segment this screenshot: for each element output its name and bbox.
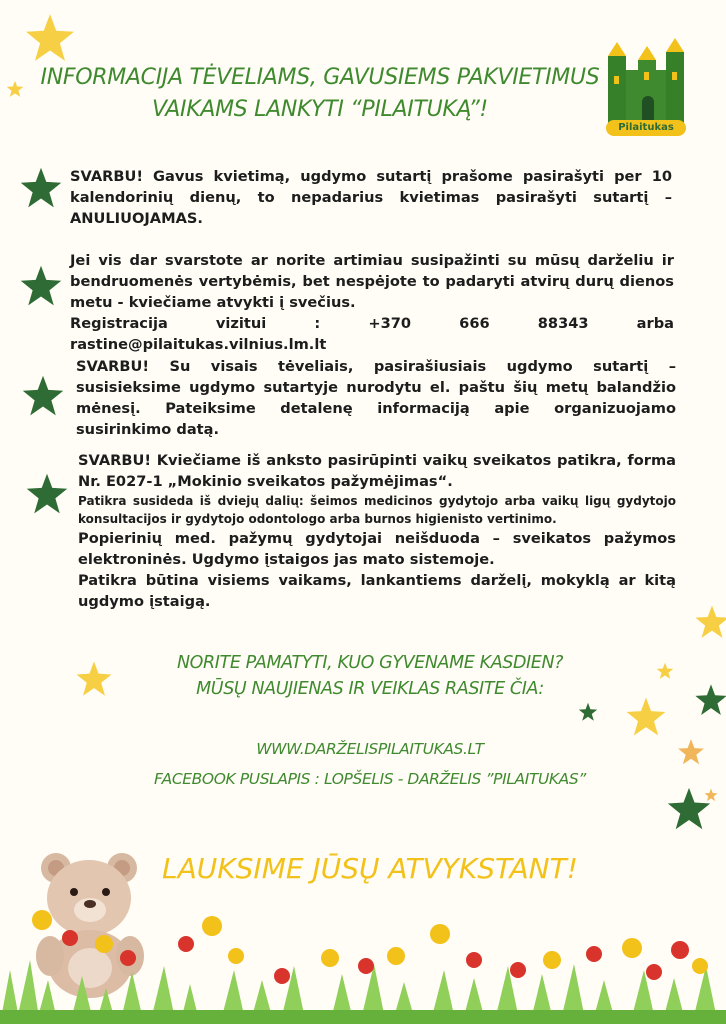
section-small-text: Patikra susideda iš dviejų dalių: šeimos medicinos gydytojo arba vaikų ligų gydytojo konsultacijos ir gydytojo odontologo arba burnos higienisto vertinimo. [78, 494, 676, 526]
title-line-2: VAIKAMS LANKYTI “PILAITUKĄ”! [152, 97, 488, 122]
registration-info: Registracija vizitui : +370 666 88343 arba rastine@pilaitukas.vilnius.lm.lt [70, 315, 674, 353]
star-icon [22, 12, 78, 64]
news-heading [40, 650, 700, 702]
news-line-2: MŪSŲ NAUJIENAS IR VEIKLAS RASITE ČIA: [196, 679, 544, 699]
page-title [20, 62, 620, 126]
star-icon [18, 264, 64, 308]
section-text: SVARBU! Su visais tėveliais, pasirašiusiais ugdymo sutartį – susisieksime ugdymo sutartyje nurodytu el. paštu šių metų balandžio mėnesį. Pateiksime detalenę informaciją apie organizuojamo susirinkimo datą. [76, 358, 676, 438]
website-link[interactable]: WWW.DARŽELISPILAITUKAS.LT [256, 740, 484, 758]
star-icon [18, 166, 64, 210]
section-deadline [70, 166, 672, 229]
star-icon [694, 602, 726, 642]
news-line-1: NORITE PAMATYTI, KUO GYVENAME KASDIEN? [176, 653, 564, 673]
facebook-link[interactable]: FACEBOOK PUSLAPIS : LOPŠELIS - DARŽELIS ”PILAITUKAS” [154, 770, 586, 788]
title-line-1: INFORMACIJA TĖVELIAMS, GAVUSIEMS PAKVIETIMUS [40, 65, 600, 90]
section-text-2: Popierinių med. pažymų gydytojai neišduoda – sveikatos pažymos elektroninės. Ugdymo įstaigos jas mato sistemoje. [78, 530, 676, 568]
section-text: SVARBU! Gavus kvietimą, ugdymo sutartį prašome pasirašyti per 10 kalendorinių dienų, to nepadarius kvietimas pasirašyti sutartį – ANULIUOJAMAS. [70, 168, 672, 227]
section-health-check [78, 450, 676, 612]
star-icon [578, 702, 598, 722]
logo-label: Pilaitukas [618, 122, 674, 133]
star-icon [624, 696, 668, 738]
closing-text: LAUKSIME JŪSŲ ATVYKSTANT! [162, 852, 578, 885]
star-icon [704, 788, 718, 802]
section-text: SVARBU! Kviečiame iš anksto pasirūpinti vaikų sveikatos patikra, forma Nr. E027-1 „Mokinio sveikatos pažymėjimas“. [78, 452, 676, 490]
flower-meadow [0, 900, 726, 1024]
links [40, 734, 700, 794]
star-icon [24, 472, 70, 516]
section-meeting [76, 356, 676, 440]
star-icon [20, 374, 66, 418]
section-text-3: Patikra būtina visiems vaikams, lankantiems darželį, mokyklą ar kitą ugdymo įstaigą. [78, 572, 676, 610]
section-text: Jei vis dar svarstote ar norite artimiau susipažinti su mūsų darželiu ir bendruomenės vertybėmis, bet nespėjote to padaryti atvirų durų dienos metu - kviečiame atvykti į svečius. [70, 252, 674, 311]
section-visit [70, 250, 674, 355]
